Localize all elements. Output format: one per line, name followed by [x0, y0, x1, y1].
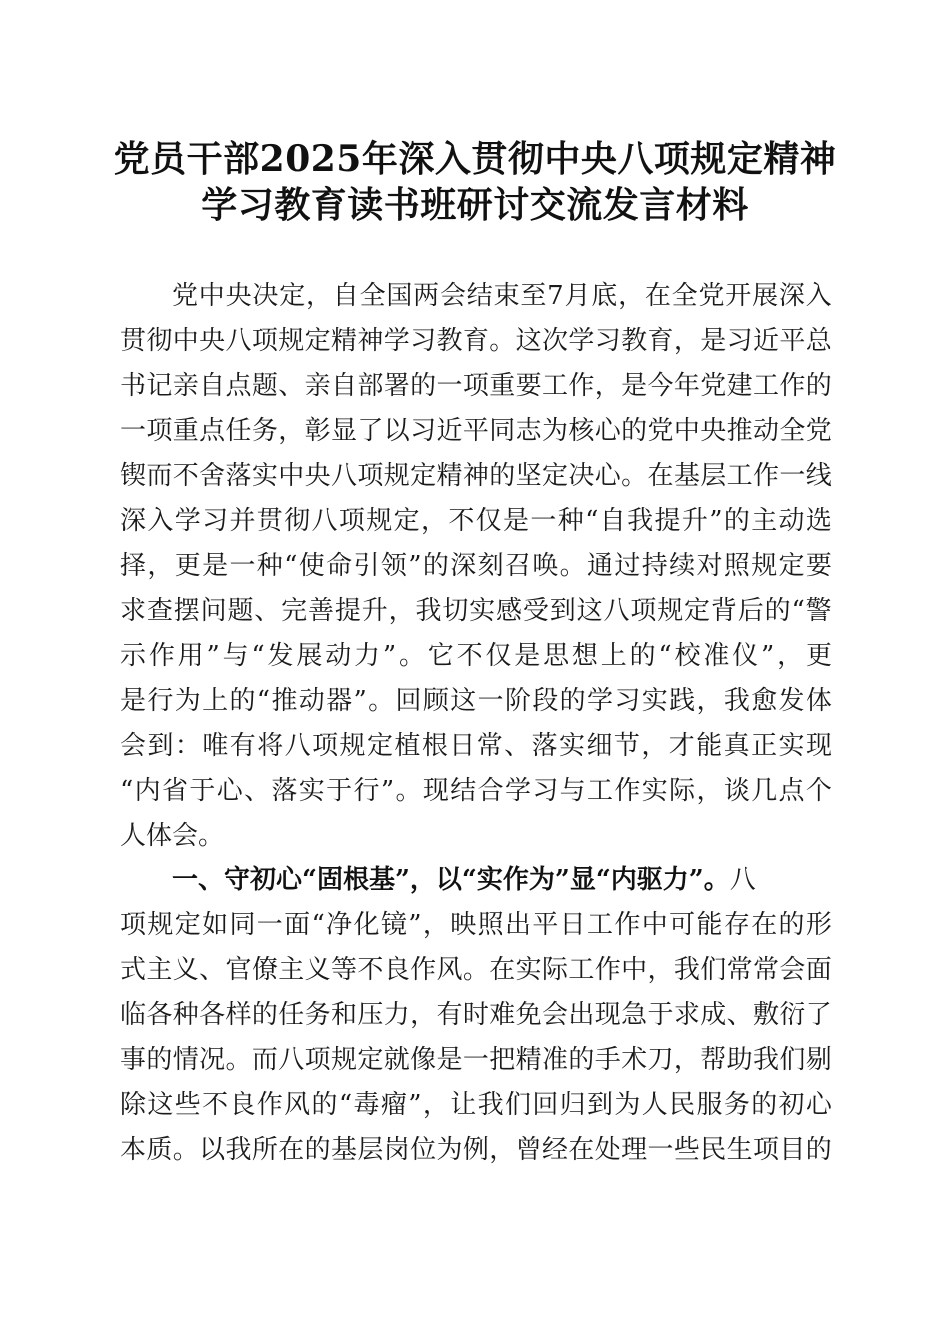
paragraph-line: 择 ， 更 是 一 种 “ 使 命 引 领 ” 的 深 刻 召 唤 。 通 过 持 续 对 照 规 定 要 [120, 551, 832, 581]
paragraph-line: 锲 而 不 舍 落 实 中 央 八 项 规 定 精 神 的 坚 定 决 心 。 在 基 层 工 作 一 线 [120, 461, 832, 491]
paragraph-line: 书 记 亲 自 点 题 、 亲 自 部 署 的 一 项 重 要 工 作 ， 是 今 年 党 建 工 作 的 [120, 371, 832, 401]
paragraph-line: 临 各 种 各 样 的 任 务 和 压 力 ， 有 时 难 免 会 出 现 急 于 求 成 、 敷 衍 了 [120, 1000, 832, 1030]
paragraph-section-one [120, 858, 832, 1173]
section-heading: 一、守初心“固根基”，以“实作为”显“内驱力”。 [172, 865, 730, 895]
paragraph-line: 本 质 。 以 我 所 在 的 基 层 岗 位 为 例 ， 曾 经 在 处 理 一 些 民 生 项 目 的 [120, 1135, 832, 1165]
paragraph-line [120, 858, 832, 903]
document-title-line-2: 学习教育读书班研讨交流发言材料 [201, 184, 749, 226]
paragraph-line: 一 项 重 点 任 务 ， 彰 显 了 以 习 近 平 同 志 为 核 心 的 党 中 央 推 动 全 党 [120, 416, 832, 446]
paragraph-line: 事 的 情 况 。 而 八 项 规 定 就 像 是 一 把 精 准 的 手 术 刀 ， 帮 助 我 们 剔 [120, 1045, 832, 1075]
paragraph-line: 贯 彻 中 央 八 项 规 定 精 神 学 习 教 育 。 这 次 学 习 教 育 ， 是 习 近 平 总 [120, 326, 832, 356]
paragraph-line: 是 行 为 上 的 “ 推 动 器 ” 。 回 顾 这 一 阶 段 的 学 习 实 践 ， 我 愈 发 体 [120, 686, 832, 716]
paragraph-line: 示 作 用 ” 与 “ 发 展 动 力 ” 。 它 不 仅 是 思 想 上 的 “ 校 准 仪 ” ， 更 [120, 641, 832, 671]
paragraph-line: 求 查 摆 问 题 、 完 善 提 升 ， 我 切 实 感 受 到 这 八 项 规 定 背 后 的 “ 警 [120, 596, 832, 626]
document-title-line-1: 党员干部2025年深入贯彻中央八项规定精神 [113, 138, 837, 180]
paragraph-line: 党 中 央 决 定 ， 自 全 国 两 会 结 束 至 7 月 底 ， 在 全 党 开 展 深 入 [172, 281, 832, 311]
paragraph-line: 式 主 义 、 官 僚 主 义 等 不 良 作 风 。 在 实 际 工 作 中 ， 我 们 常 常 会 面 [120, 955, 832, 985]
paragraph-intro [120, 274, 832, 859]
paragraph-line: 人体会。 [120, 821, 225, 851]
paragraph-line: 会 到 ： 唯 有 将 八 项 规 定 植 根 日 常 、 落 实 细 节 ， 才 能 真 正 实 现 [120, 731, 832, 761]
paragraph-line: 项 规 定 如 同 一 面 “ 净 化 镜 ” ， 映 照 出 平 日 工 作 中 可 能 存 在 的 形 [120, 910, 832, 940]
paragraph-line: 除 这 些 不 良 作 风 的 “ 毒 瘤 ” ， 让 我 们 回 归 到 为 人 民 服 务 的 初 心 [120, 1090, 832, 1120]
paragraph-line: 深 入 学 习 并 贯 彻 八 项 规 定 ， 不 仅 是 一 种 “ 自 我 提 升 ” 的 主 动 选 [120, 506, 832, 536]
section-heading-tail: 八 [729, 865, 756, 895]
paragraph-line: “ 内 省 于 心 、 落 实 于 行 ” 。 现 结 合 学 习 与 工 作 实 际 ， 谈 几 点 个 [120, 776, 832, 806]
